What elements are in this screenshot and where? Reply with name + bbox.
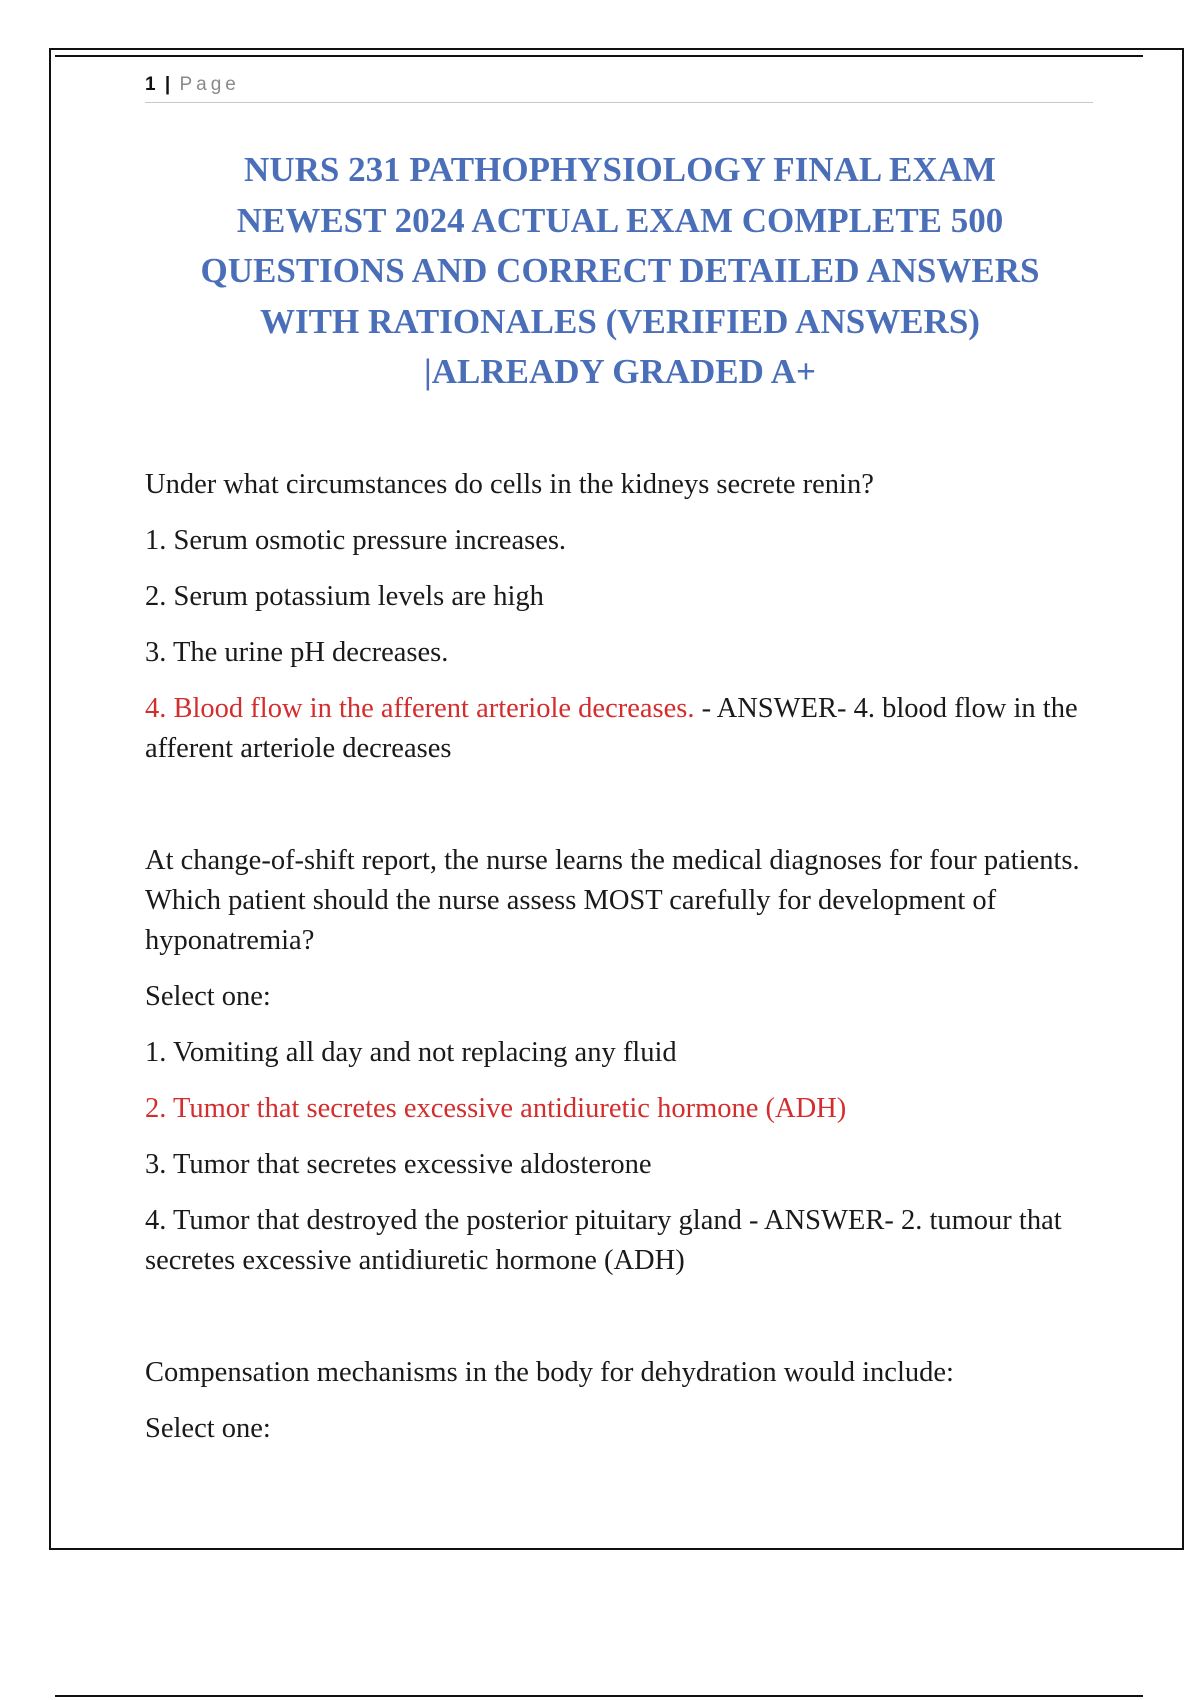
title-line: NEWEST 2024 ACTUAL EXAM COMPLETE 500 — [236, 200, 1004, 240]
title-line: |ALREADY GRADED A+ — [424, 352, 816, 391]
question-2-text: At change-of-shift report, the nurse learns the medical diagnoses for four patients. Which patient should the nurse assess MOST carefully for development of hyponatremia? — [145, 845, 1080, 956]
question-3-select-prompt: Select one: — [145, 1413, 271, 1444]
question-1-option-3: 3. The urine pH decreases. — [145, 637, 449, 668]
question-1-correct-option: 4. Blood flow in the afferent arteriole decreases. — [145, 693, 695, 724]
question-1-answer: - ANSWER- 4. blood flow in the afferent arteriole decreases — [145, 693, 1078, 764]
document-title — [145, 145, 1095, 398]
title-line: NURS 231 PATHOPHYSIOLOGY FINAL EXAM — [244, 150, 996, 189]
title-line: QUESTIONS AND CORRECT DETAILED ANSWERS — [200, 251, 1040, 290]
page-header — [145, 74, 1093, 103]
question-2-option-1: 1. Vomiting all day and not replacing any fluid — [145, 1037, 677, 1068]
question-3-text: Compensation mechanisms in the body for dehydration would include: — [145, 1357, 954, 1388]
question-1-text: Under what circumstances do cells in the kidneys secrete renin? — [145, 469, 874, 500]
question-1-option-4 — [145, 689, 1105, 769]
page-number: 1 — [145, 74, 156, 95]
question-1-option-2: 2. Serum potassium levels are high — [145, 581, 544, 612]
document-body — [145, 465, 1105, 1465]
question-2-option-3: 3. Tumor that secretes excessive aldosterone — [145, 1149, 652, 1180]
question-2-option-4: 4. Tumor that destroyed the posterior pituitary gland - ANSWER- 2. tumour that secretes excessive antidiuretic hormone (ADH) — [145, 1205, 1062, 1276]
question-2-select-prompt: Select one: — [145, 981, 271, 1012]
page-separator: | — [164, 74, 171, 95]
title-line: WITH RATIONALES (VERIFIED ANSWERS) — [260, 301, 980, 341]
bottom-rule — [55, 1695, 1143, 1697]
page-label: Page — [179, 74, 240, 95]
question-spacer — [145, 785, 1105, 841]
question-2-correct-option: 2. Tumor that secretes excessive antidiuretic hormone (ADH) — [145, 1093, 847, 1124]
question-1-option-1: 1. Serum osmotic pressure increases. — [145, 525, 567, 556]
question-spacer — [145, 1297, 1105, 1353]
